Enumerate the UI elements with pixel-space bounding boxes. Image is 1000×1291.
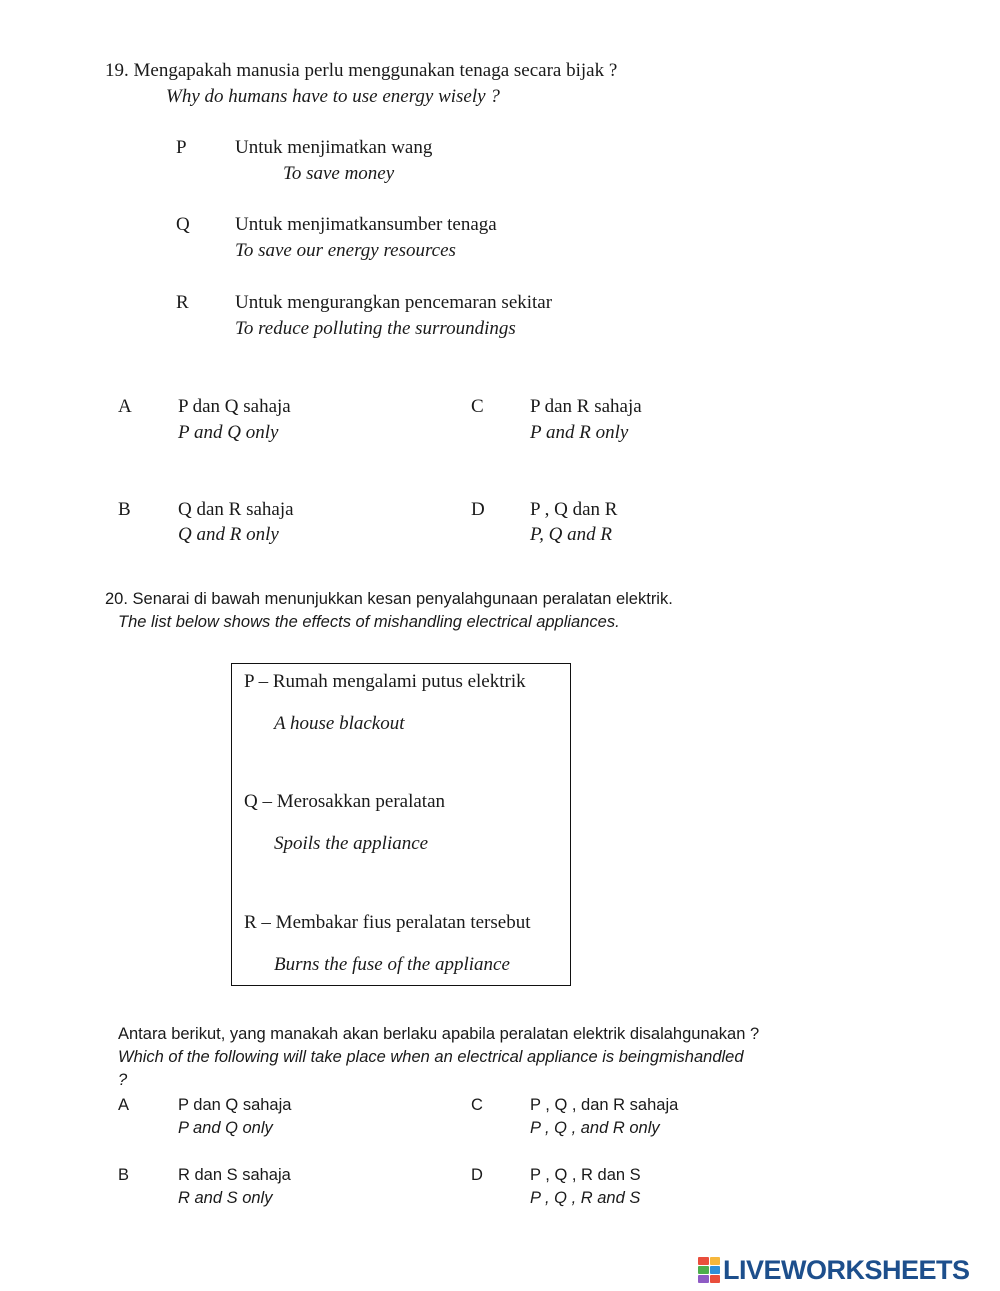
- q20-prompt-en-line2: ?: [118, 1071, 128, 1089]
- q19-statement-p-en: To save money: [283, 163, 395, 184]
- q20-option-b-ms: R dan S sahaja: [178, 1166, 291, 1184]
- q19-statement-r-ms: Untuk mengurangkan pencemaran sekitar: [235, 292, 553, 313]
- q20-effect-q-ms: Q – Merosakkan peralatan: [244, 791, 446, 812]
- q19-option-a-ms: P dan Q sahaja: [178, 396, 291, 417]
- q20-effect-p-ms: P – Rumah mengalami putus elektrik: [244, 671, 526, 692]
- q20-option-c-letter[interactable]: C: [471, 1096, 483, 1114]
- q20-effects-box: [231, 663, 571, 986]
- q20-question-ms: 20. Senarai di bawah menunjukkan kesan penyalahgunaan peralatan elektrik.: [105, 590, 673, 608]
- liveworksheets-mark-icon: [698, 1257, 720, 1283]
- liveworksheets-logo-text: LIVEWORKSHEETS: [723, 1254, 970, 1285]
- q19-question-en: Why do humans have to use energy wisely ?: [166, 86, 500, 107]
- q19-option-c-letter[interactable]: C: [471, 396, 484, 417]
- q20-option-b-en: R and S only: [178, 1189, 273, 1207]
- q19-question-ms: 19. Mengapakah manusia perlu menggunakan tenaga secara bijak ?: [105, 60, 618, 81]
- q19-option-d-ms: P , Q dan R: [530, 499, 618, 520]
- liveworksheets-logo[interactable]: [698, 1255, 970, 1285]
- q20-option-d-en: P , Q , R and S: [530, 1189, 641, 1207]
- q20-prompt-ms: Antara berikut, yang manakah akan berlaku apabila peralatan elektrik disalahgunakan ?: [118, 1025, 760, 1043]
- q20-option-a-ms: P dan Q sahaja: [178, 1096, 292, 1114]
- q19-option-a-letter[interactable]: A: [118, 396, 132, 417]
- q19-option-d-en: P, Q and R: [530, 524, 612, 545]
- q20-effect-r-ms: R – Membakar fius peralatan tersebut: [244, 912, 531, 933]
- q19-statement-r-letter: R: [176, 292, 189, 313]
- q20-effect-p-en: A house blackout: [274, 713, 405, 734]
- q19-statement-q-en: To save our energy resources: [235, 240, 456, 261]
- q19-statement-r-en: To reduce polluting the surroundings: [235, 318, 516, 339]
- q19-statement-p-ms: Untuk menjimatkan wang: [235, 137, 433, 158]
- q19-option-c-en: P and R only: [530, 422, 629, 443]
- q20-option-b-letter[interactable]: B: [118, 1166, 130, 1184]
- q20-option-c-ms: P , Q , dan R sahaja: [530, 1096, 679, 1114]
- q19-option-b-letter[interactable]: B: [118, 499, 131, 520]
- q19-option-a-en: P and Q only: [178, 422, 279, 443]
- q19-option-d-letter[interactable]: D: [471, 499, 485, 520]
- q20-option-a-letter[interactable]: A: [118, 1096, 130, 1114]
- q20-option-d-letter[interactable]: D: [471, 1166, 483, 1184]
- q20-option-c-en: P , Q , and R only: [530, 1119, 660, 1137]
- q20-prompt-en-line1: Which of the following will take place when an electrical appliance is beingmishandled: [118, 1048, 744, 1066]
- q20-option-d-ms: P , Q , R dan S: [530, 1166, 641, 1184]
- q20-question-en: The list below shows the effects of mishandling electrical appliances.: [118, 613, 620, 631]
- q20-effect-q-en: Spoils the appliance: [274, 833, 429, 854]
- q20-effect-r-en: Burns the fuse of the appliance: [274, 954, 510, 975]
- q19-option-b-ms: Q dan R sahaja: [178, 499, 294, 520]
- q19-statement-q-ms: Untuk menjimatkansumber tenaga: [235, 214, 497, 235]
- q19-statement-p-letter: P: [176, 137, 187, 158]
- q19-option-b-en: Q and R only: [178, 524, 279, 545]
- q20-option-a-en: P and Q only: [178, 1119, 273, 1137]
- q19-statement-q-letter: Q: [176, 214, 190, 235]
- q19-option-c-ms: P dan R sahaja: [530, 396, 642, 417]
